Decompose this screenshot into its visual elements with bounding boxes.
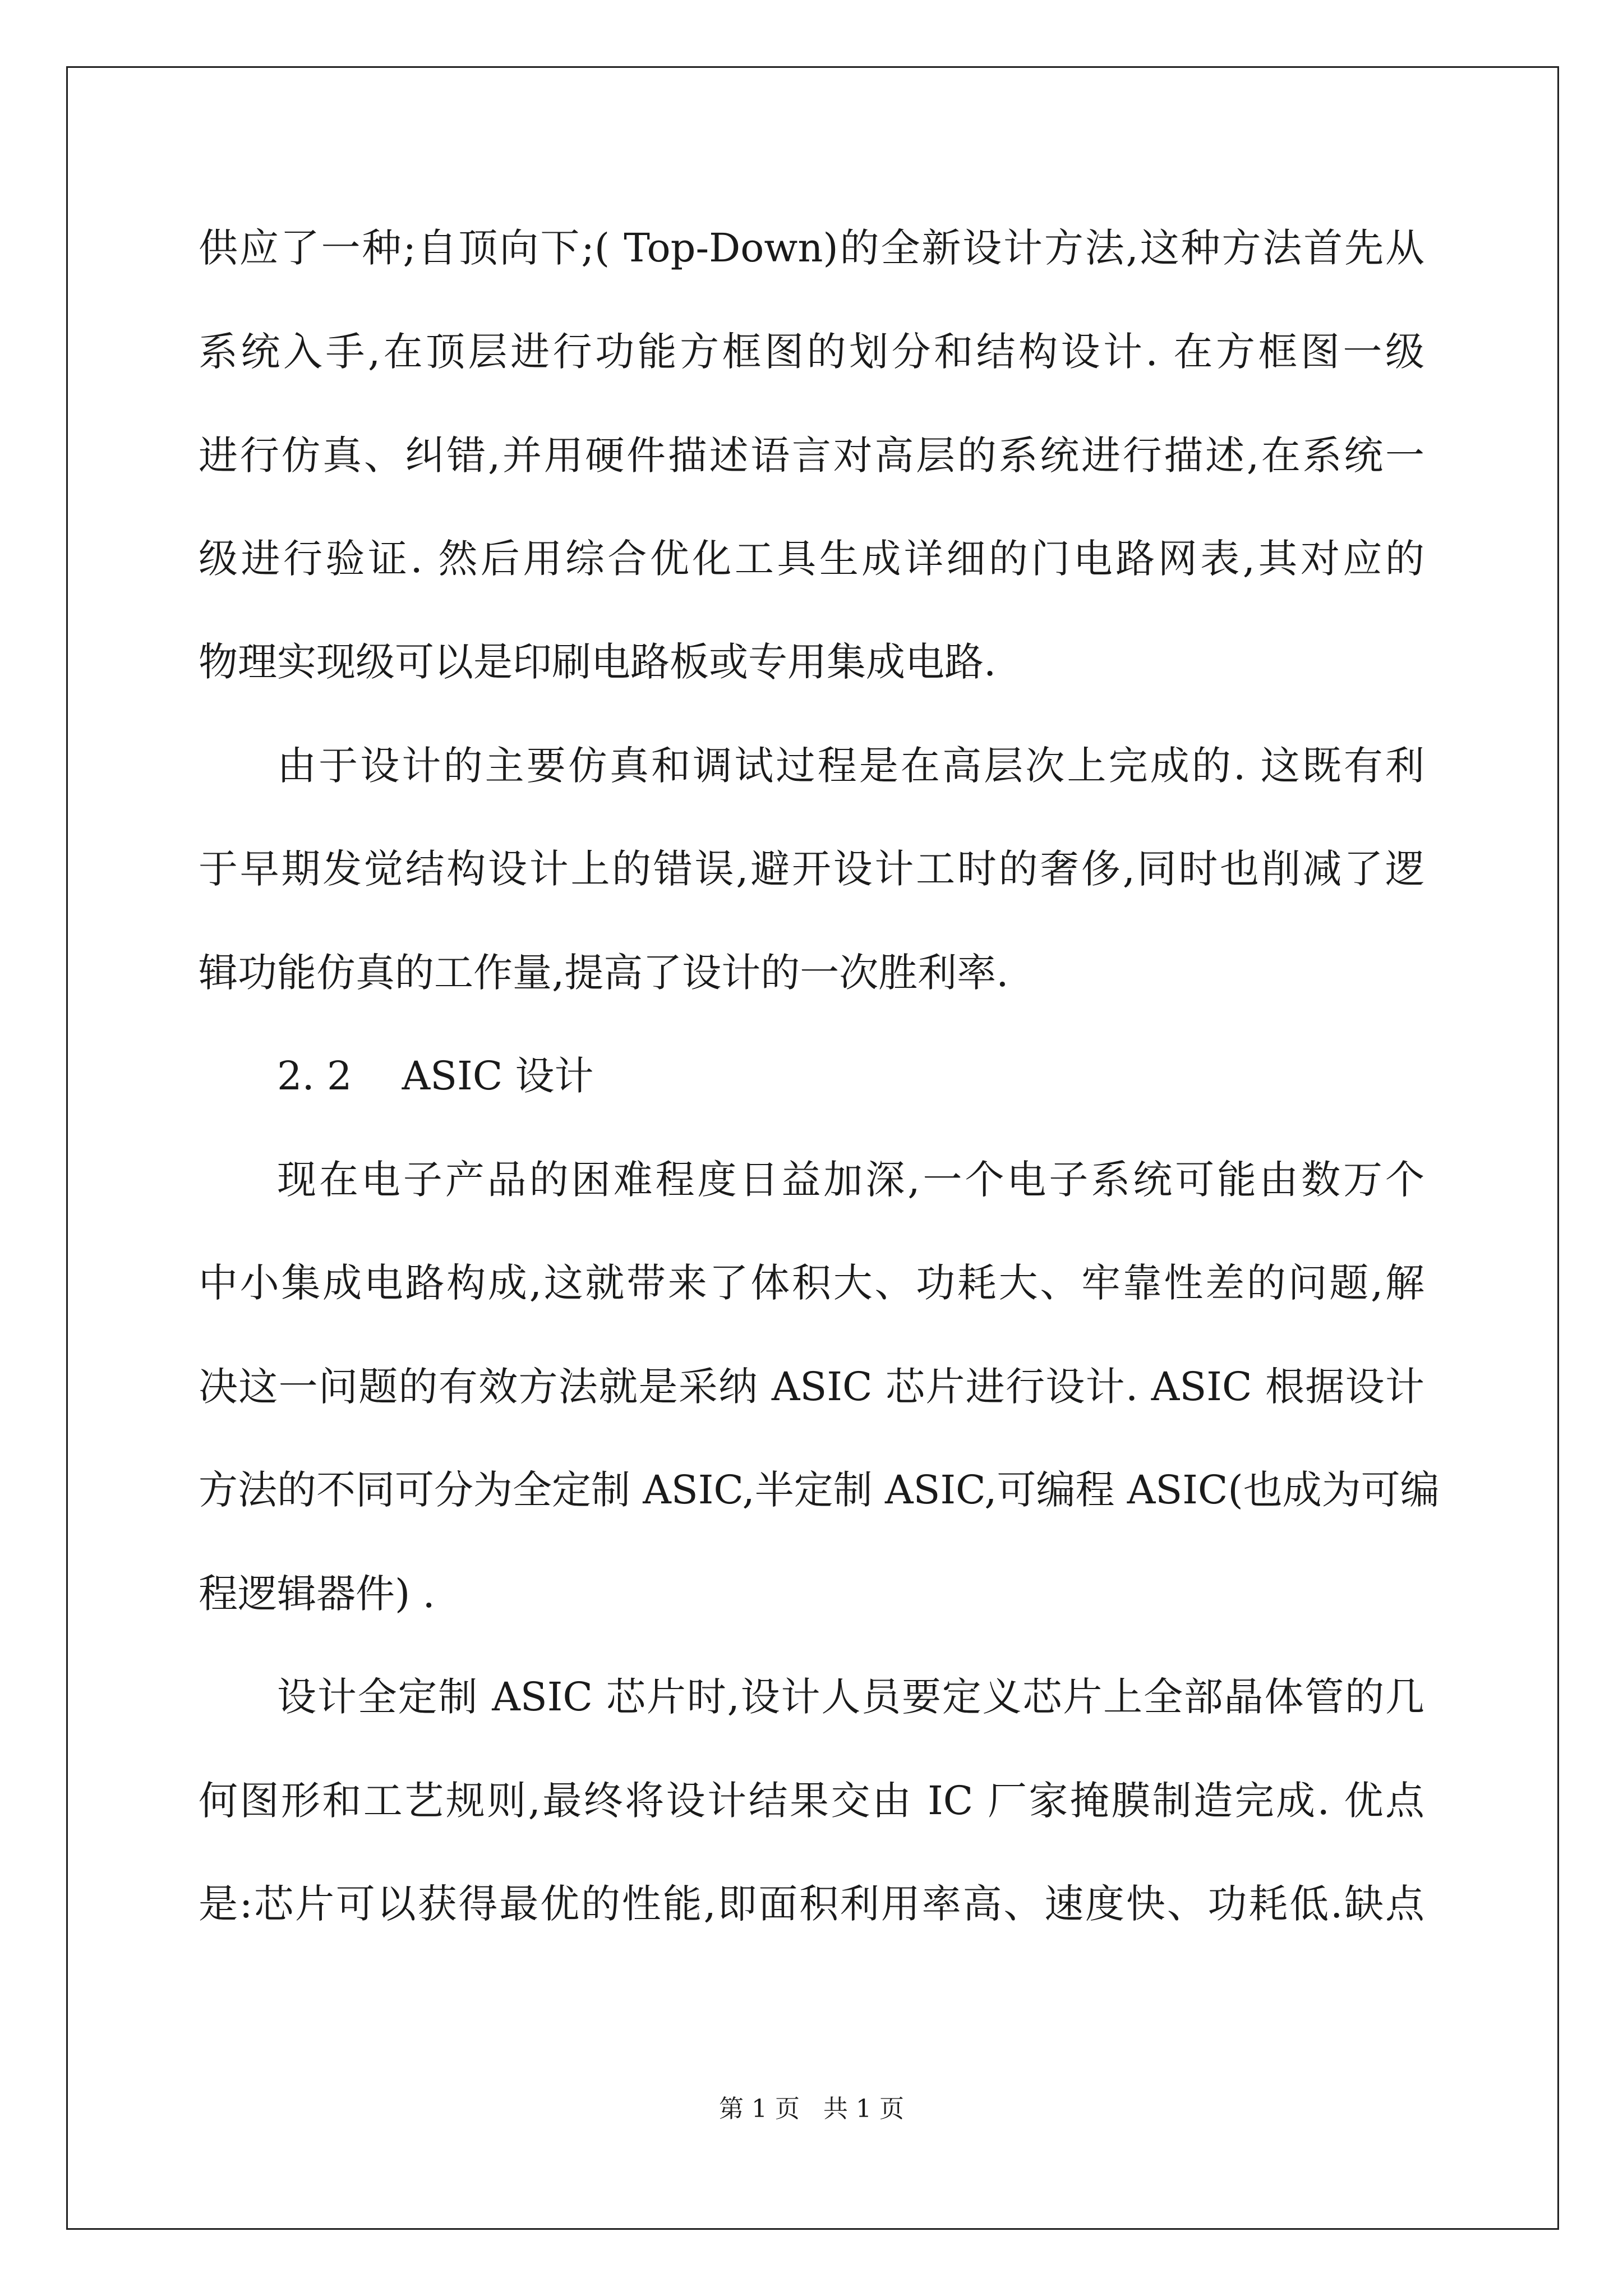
text-line: 供应了一种;自顶向下;( Top-Down)的全新设计方法,这种方法首先从	[199, 225, 1424, 271]
text-line: 是:芯片可以获得最优的性能,即面积利用率高、速度快、功耗低.缺点	[199, 1881, 1424, 1927]
text-line: 方法的不同可分为全定制 ASIC,半定制 ASIC,可编程 ASIC(也成为可编	[199, 1467, 1440, 1513]
paragraph-first-line: 设计全定制 ASIC 芯片时,设计人员要定义芯片上全部晶体管的几	[277, 1674, 1424, 1720]
paragraph-first-line: 现在电子产品的困难程度日益加深,一个电子系统可能由数万个	[277, 1157, 1424, 1203]
text-line: 辑功能仿真的工作量,提高了设计的一次胜利率.	[199, 950, 1009, 996]
text-line: 于早期发觉结构设计上的错误,避开设计工时的奢侈,同时也削减了逻	[199, 846, 1424, 892]
text-line: 进行仿真、纠错,并用硬件描述语言对高层的系统进行描述,在系统一	[199, 432, 1424, 478]
text-line: 决这一问题的有效方法就是采纳 ASIC 芯片进行设计. ASIC 根据设计	[199, 1364, 1424, 1410]
text-line: 系统入手,在顶层进行功能方框图的划分和结构设计. 在方框图一级	[199, 329, 1424, 375]
page-number-footer: 第 1 页 共 1 页	[719, 2095, 904, 2123]
text-line: 级进行验证. 然后用综合优化工具生成详细的门电路网表,其对应的	[199, 536, 1424, 582]
text-line: 何图形和工艺规则,最终将设计结果交由 IC 厂家掩膜制造完成. 优点	[199, 1778, 1424, 1824]
section-heading: 2. 2 ASIC 设计	[277, 1053, 594, 1099]
text-line: 程逻辑器件) .	[199, 1571, 435, 1617]
text-line: 物理实现级可以是印刷电路板或专用集成电路.	[199, 639, 997, 685]
paragraph-first-line: 由于设计的主要仿真和调试过程是在高层次上完成的. 这既有利	[277, 743, 1424, 789]
text-line: 中小集成电路构成,这就带来了体积大、功耗大、牢靠性差的问题,解	[199, 1260, 1424, 1306]
